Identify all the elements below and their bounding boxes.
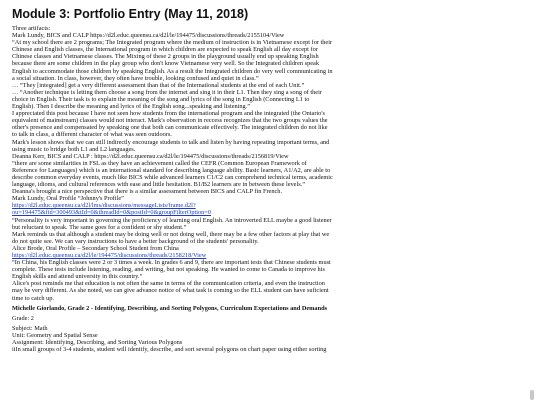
detail-line: Unit: Geometry and Spatial Sense (12, 331, 98, 339)
text-line: Reference for Languages) which is an international standard for describing language ability. Basic learners, A1/A2, are able to (12, 166, 331, 174)
text-line: because there are some children in the play group who don't know Vietnamese very well. So the Integrated children speak (12, 60, 319, 68)
text-line: time to catch up. (12, 294, 54, 302)
text-line: English). Then I describe the meaning and lyrics of the English song...speaking and listening.” (12, 103, 251, 111)
scrollbar-thumb[interactable] (530, 390, 534, 400)
link-line[interactable] (12, 209, 530, 216)
text-line: using music to bridge both L1 and L2 languages. (12, 145, 136, 153)
text-line: Deanna's brought a nice perspective that there is a similar assessment between BICS and CALP fin French. (12, 188, 283, 196)
thread-link[interactable]: https://d2l.educ.queensu.ca/d2l/le/194475/discussions/threads/2158218/View (12, 252, 207, 259)
thread-link[interactable]: https://d2l.educ.queensu.ca/d2l/lms/discussions/messageLists/frame.d2l? (12, 202, 196, 210)
detail-line: iiIn small groups of 3-4 students, student will identify, describe, and sort several polygons on chart paper using either sorting (12, 346, 327, 354)
detail-line: Subject: Math (12, 324, 48, 332)
thread-link[interactable]: ou=194475&fid=300493&tId=0&threadId=0&postId=0&groupFilterOption=0 (12, 209, 212, 217)
text-line: I appreciated this post because I have not seen how students from the international program and the integrated (the Ontario's (12, 110, 325, 118)
text-line: Three artifacts: (12, 25, 51, 32)
detail-line: Assignment: Identifying, Describing, and Sorting Various Polygons (12, 339, 183, 347)
text-line: describe common everyday events, much like BICS while advanced learners C1/C2 can comprehend technical terms, academic (12, 173, 333, 181)
page-title: Module 3: Portfolio Entry (May 11, 2018) (12, 7, 249, 21)
section-heading: Michelle Giorlando, Grade 2 - Identifying, Describing, and Sorting Polygons, Curriculum Expectations and Demands (12, 304, 328, 312)
text-line: Mark Lundy, BICS and CALP https://d2l.educ.queensu.ca/d2l/le/194475/discussions/threads/2155104/View (12, 32, 285, 40)
text-line: may be very different. As she noted, we can give advance notice of what task is coming so the ELL student can have suficient (12, 287, 329, 295)
grade-line: Grade: 2 (12, 314, 34, 322)
text-line: … “Another technique is letting them choose a song from the internet and sing it in their L1. Then they sing a song of their (12, 88, 322, 96)
text-line: other's presence and compensated by speaking one that both can communicate effectively. The integrated children do not like (12, 124, 328, 132)
text-line: … “They [integrated] get a very different assessment than that of the International students at the end of each Unit.” (12, 81, 305, 89)
text-line: Chinese and English classes, the International program in which children are expected to speak English all day except for (12, 46, 318, 54)
text-line: English skills and attend university in this country.” (12, 273, 143, 281)
link-line[interactable] (12, 252, 530, 259)
text-line: “At my school there are 2 programs; The Integrated program where the medium of instruction is in Vietnamese except for their (12, 39, 333, 47)
text-line: Mark Lundy, Oral Profile “Johnny's Profile” (12, 195, 124, 203)
text-line: Mark reminds us that although a student may be doing well or not doing well, there may be a few other factors at play that we (12, 230, 330, 238)
text-line: equivalent of mainstream) classes would not interact. Mark's observation in reccess recognizes that the two groups values the (12, 117, 328, 125)
document-body (12, 25, 530, 353)
link-line[interactable] (12, 202, 530, 209)
text-line: choice in English. Their task is to explain the meaning of the song and lyrics of the song in English (Connecting L1 to (12, 95, 310, 103)
text-line: language, idioms, and cultural references with ease and little hesitation. B1/B2 learners are in between these levels.” (12, 181, 306, 189)
text-line: Alice's post reminds me that education is not often the same in terms of the communication criteria, and even the instruction (12, 280, 325, 288)
text-line: “there are some similarities in FSL as they have an achievement called the CEFR (Common European Framework of (12, 159, 307, 167)
text-line: Chinese classes and Vietnamese classes. The Mixing of these 2 groups in the playground usually end up speaking English (12, 53, 319, 61)
text-line: do not quite see. We can vary instructions to have a better background of the students' personality. (12, 237, 259, 245)
text-line: Deanna Kerr, BICS and CALP : https://d2l.educ.queensu.ca/d2l/le/194475/discussions/threads/2156819/View (12, 152, 289, 160)
text-line: English to accommodate those children by speaking English. As a result the Integrated children do very well communicating in (12, 67, 333, 75)
text-line: Alice Brode, Oral Profile – Secondary School Student from China (12, 244, 179, 252)
text-line: “Personality is very important in governing the proficiency of learning oral English. An introverted ELL maybe a good listener (12, 216, 332, 224)
text-line: “In China, his English classes were 2 or 3 times a week. In grades 6 and 9, there are important tests that Chinese students must (12, 259, 331, 267)
text-line: but reluctant to speak. The same goes for a confident or shy student.” (12, 223, 187, 231)
text-line: complete. These tests include listening, reading, and writing, but not speaking. He wanted to come to Canada to improve his (12, 266, 325, 274)
text-line: a social situation. In class, however, they often have trouble, looking confused and quiet in class.” (12, 74, 259, 82)
text-line: to talk in class, a different character of what was seen outdoors. (12, 131, 172, 139)
text-line: Mark's lesson shows that we can still indirectly encourage students to talk and listen by having repeating important terms, and (12, 138, 330, 146)
